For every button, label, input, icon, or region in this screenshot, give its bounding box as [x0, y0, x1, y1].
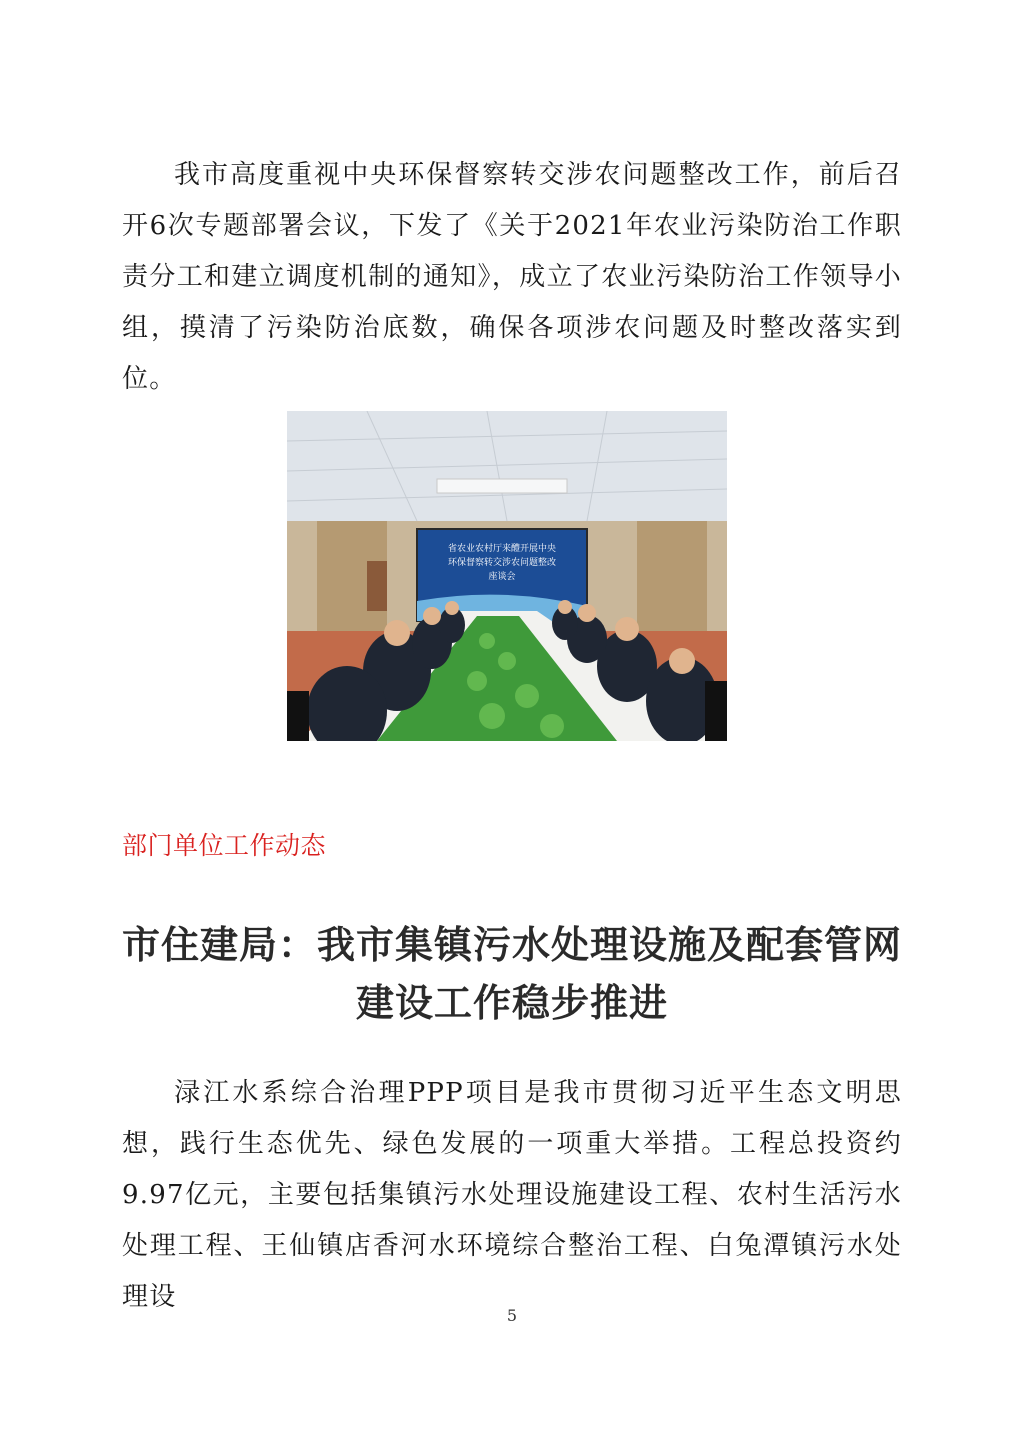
headline-line-2: 建设工作稳步推进 — [355, 980, 668, 1025]
intro-paragraph: 我市高度重视中央环保督察转交涉农问题整改工作，前后召开6次专题部署会议，下发了《关于2021年农业污染防治工作职责分工和建立调度机制的通知》，成立了农业污染防治工作领导小组，摸清了污染防治底数，确保各项涉农问题及时整改落实到位。 — [122, 160, 902, 394]
headline — [110, 916, 914, 1032]
project-paragraph: 渌江水系综合治理PPP项目是我市贯彻习近平生态文明思想，践行生态优先、绿色发展的一项重大举措。工程总投资约9.97亿元，主要包括集镇污水处理设施建设工程、农村生活污水处理工程、王仙镇店香河水环境综合整治工程、白兔潭镇污水处理设 — [122, 1078, 902, 1312]
screen-line-3: 座谈会 — [488, 572, 516, 582]
meeting-photo — [287, 411, 727, 741]
screen-line-2: 环保督察转交涉农问题整改 — [447, 558, 557, 568]
screen-line-1: 省农业农村厅来醴开展中央 — [447, 544, 557, 554]
headline-line-1: 市住建局：我市集镇污水处理设施及配套管网 — [121, 922, 902, 967]
page-number: 5 — [506, 1306, 518, 1325]
section-label: 部门单位工作动态 — [122, 831, 327, 860]
